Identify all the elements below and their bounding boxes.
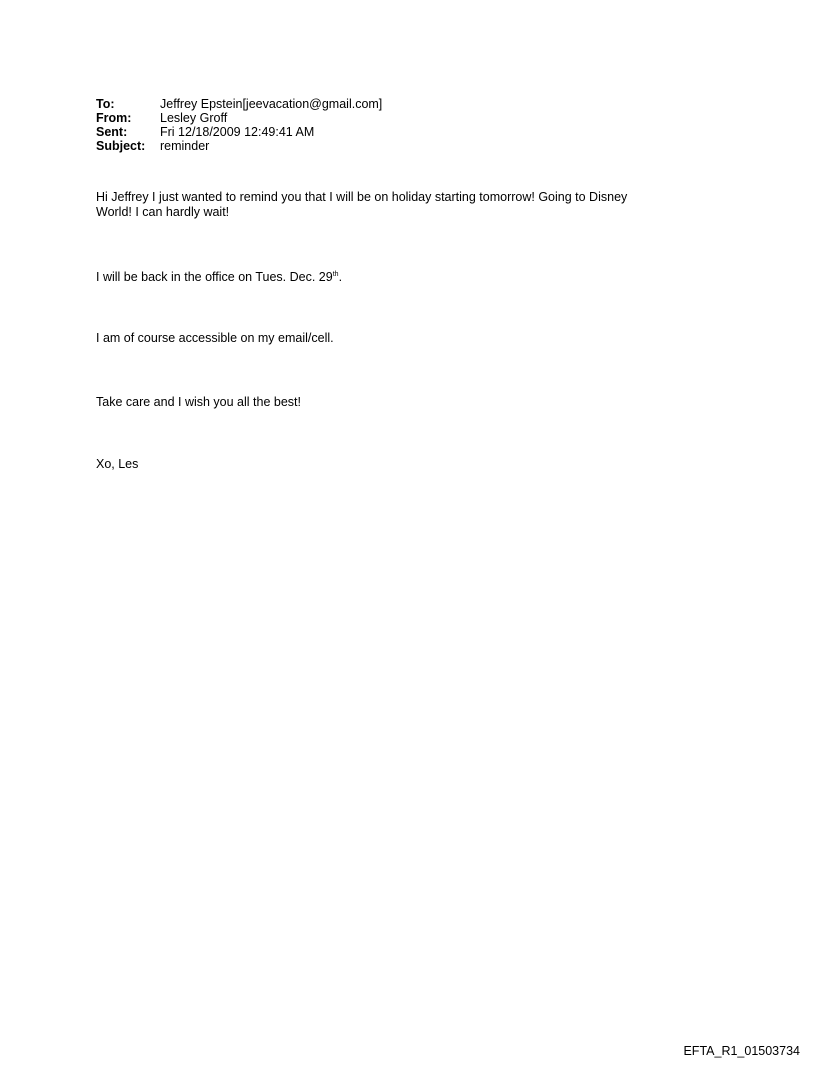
greeting-line-1: Hi Jeffrey I just wanted to remind you that I will be on holiday starting tomorrow! Going to Disney	[96, 190, 628, 204]
closing-text: Take care and I wish you all the best!	[96, 395, 301, 409]
to-row	[96, 97, 382, 111]
document-id: EFTA_R1_01503734	[683, 1044, 800, 1058]
signature	[96, 457, 696, 472]
sent-row	[96, 125, 382, 139]
contact-text: I am of course accessible on my email/cell.	[96, 331, 334, 345]
greeting-line-2: World! I can hardly wait!	[96, 205, 230, 219]
return-date-period: .	[338, 270, 343, 284]
to-value: Jeffrey Epstein[jeevacation@gmail.com]	[160, 97, 383, 111]
body-paragraph-return-date	[96, 270, 696, 285]
subject-row	[96, 139, 382, 153]
from-row	[96, 111, 382, 125]
body-paragraph-closing	[96, 395, 696, 410]
subject-label: Subject:	[96, 139, 146, 153]
body-paragraph-contact	[96, 331, 696, 346]
sent-label: Sent:	[96, 125, 128, 139]
body-paragraph-greeting	[96, 190, 696, 220]
sent-value: Fri 12/18/2009 12:49:41 AM	[160, 125, 315, 139]
return-date-text: I will be back in the office on Tues. Dec. 29	[96, 270, 333, 284]
email-header	[96, 97, 382, 153]
from-label: From:	[96, 111, 132, 125]
subject-value: reminder	[160, 139, 210, 153]
signature-text: Xo, Les	[96, 457, 139, 471]
from-value: Lesley Groff	[160, 111, 228, 125]
ordinal-suffix: th	[332, 270, 339, 278]
to-label: To:	[96, 97, 115, 111]
